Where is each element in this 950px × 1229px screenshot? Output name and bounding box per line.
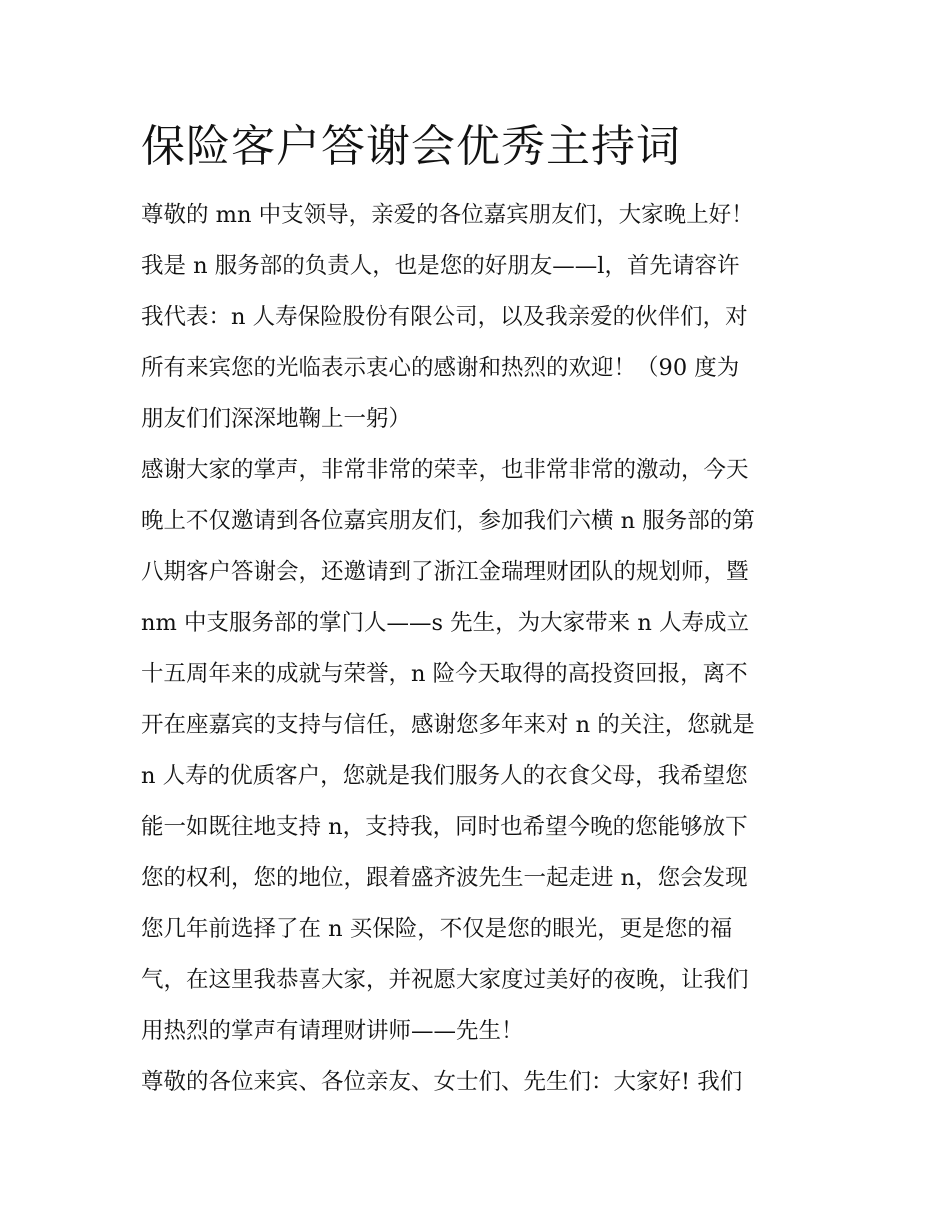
text-line: 尊敬的各位来宾、各位亲友、女士们、先生们：大家好! 我们 bbox=[141, 1069, 743, 1095]
text-line: 用热烈的掌声有请理财讲师——先生！ bbox=[141, 1018, 524, 1044]
text-line: 我代表：n 人寿保险股份有限公司，以及我亲爱的伙伴们，对 bbox=[141, 304, 748, 330]
text-line: 您的权利，您的地位，跟着盛齐波先生一起走进 n，您会发现 bbox=[141, 865, 748, 891]
text-line: 您几年前选择了在 n 买保险，不仅是您的眼光，更是您的福 bbox=[141, 916, 733, 942]
text-line: nm 中支服务部的掌门人——s 先生，为大家带来 n 人寿成立 bbox=[141, 610, 749, 636]
document-title: 保险客户答谢会优秀主持词 bbox=[141, 121, 681, 172]
paragraph-second-greeting bbox=[141, 1057, 821, 1108]
text-line: 朋友们们深深地鞠上一躬） bbox=[141, 406, 412, 432]
text-line: 能一如既往地支持 n，支持我，同时也希望今晚的您能够放下 bbox=[141, 814, 748, 840]
text-line: 开在座嘉宾的支持与信任，感谢您多年来对 n 的关注，您就是 bbox=[141, 712, 755, 738]
document-content bbox=[141, 112, 821, 1108]
paragraph-greeting bbox=[141, 190, 821, 445]
text-line: 所有来宾您的光临表示衷心的感谢和热烈的欢迎！（90 度为 bbox=[141, 355, 740, 381]
text-line: n 人寿的优质客户，您就是我们服务人的衣食父母，我希望您 bbox=[141, 763, 748, 789]
text-line: 气，在这里我恭喜大家，并祝愿大家度过美好的夜晚，让我们 bbox=[141, 967, 749, 993]
text-line: 我是 n 服务部的负责人，也是您的好朋友——l，首先请容许 bbox=[141, 253, 740, 279]
text-line: 尊敬的 mn 中支领导，亲爱的各位嘉宾朋友们，大家晚上好！ bbox=[141, 202, 754, 228]
text-line: 十五周年来的成就与荣誉，n 险今天取得的高投资回报，离不 bbox=[141, 661, 748, 687]
text-line: 感谢大家的掌声，非常非常的荣幸，也非常非常的激动，今天 bbox=[141, 457, 749, 483]
text-line: 八期客户答谢会，还邀请到了浙江金瑞理财团队的规划师，暨 bbox=[141, 559, 749, 585]
paragraph-introduction bbox=[141, 445, 821, 1057]
text-line: 晚上不仅邀请到各位嘉宾朋友们，参加我们六横 n 服务部的第 bbox=[141, 508, 755, 534]
